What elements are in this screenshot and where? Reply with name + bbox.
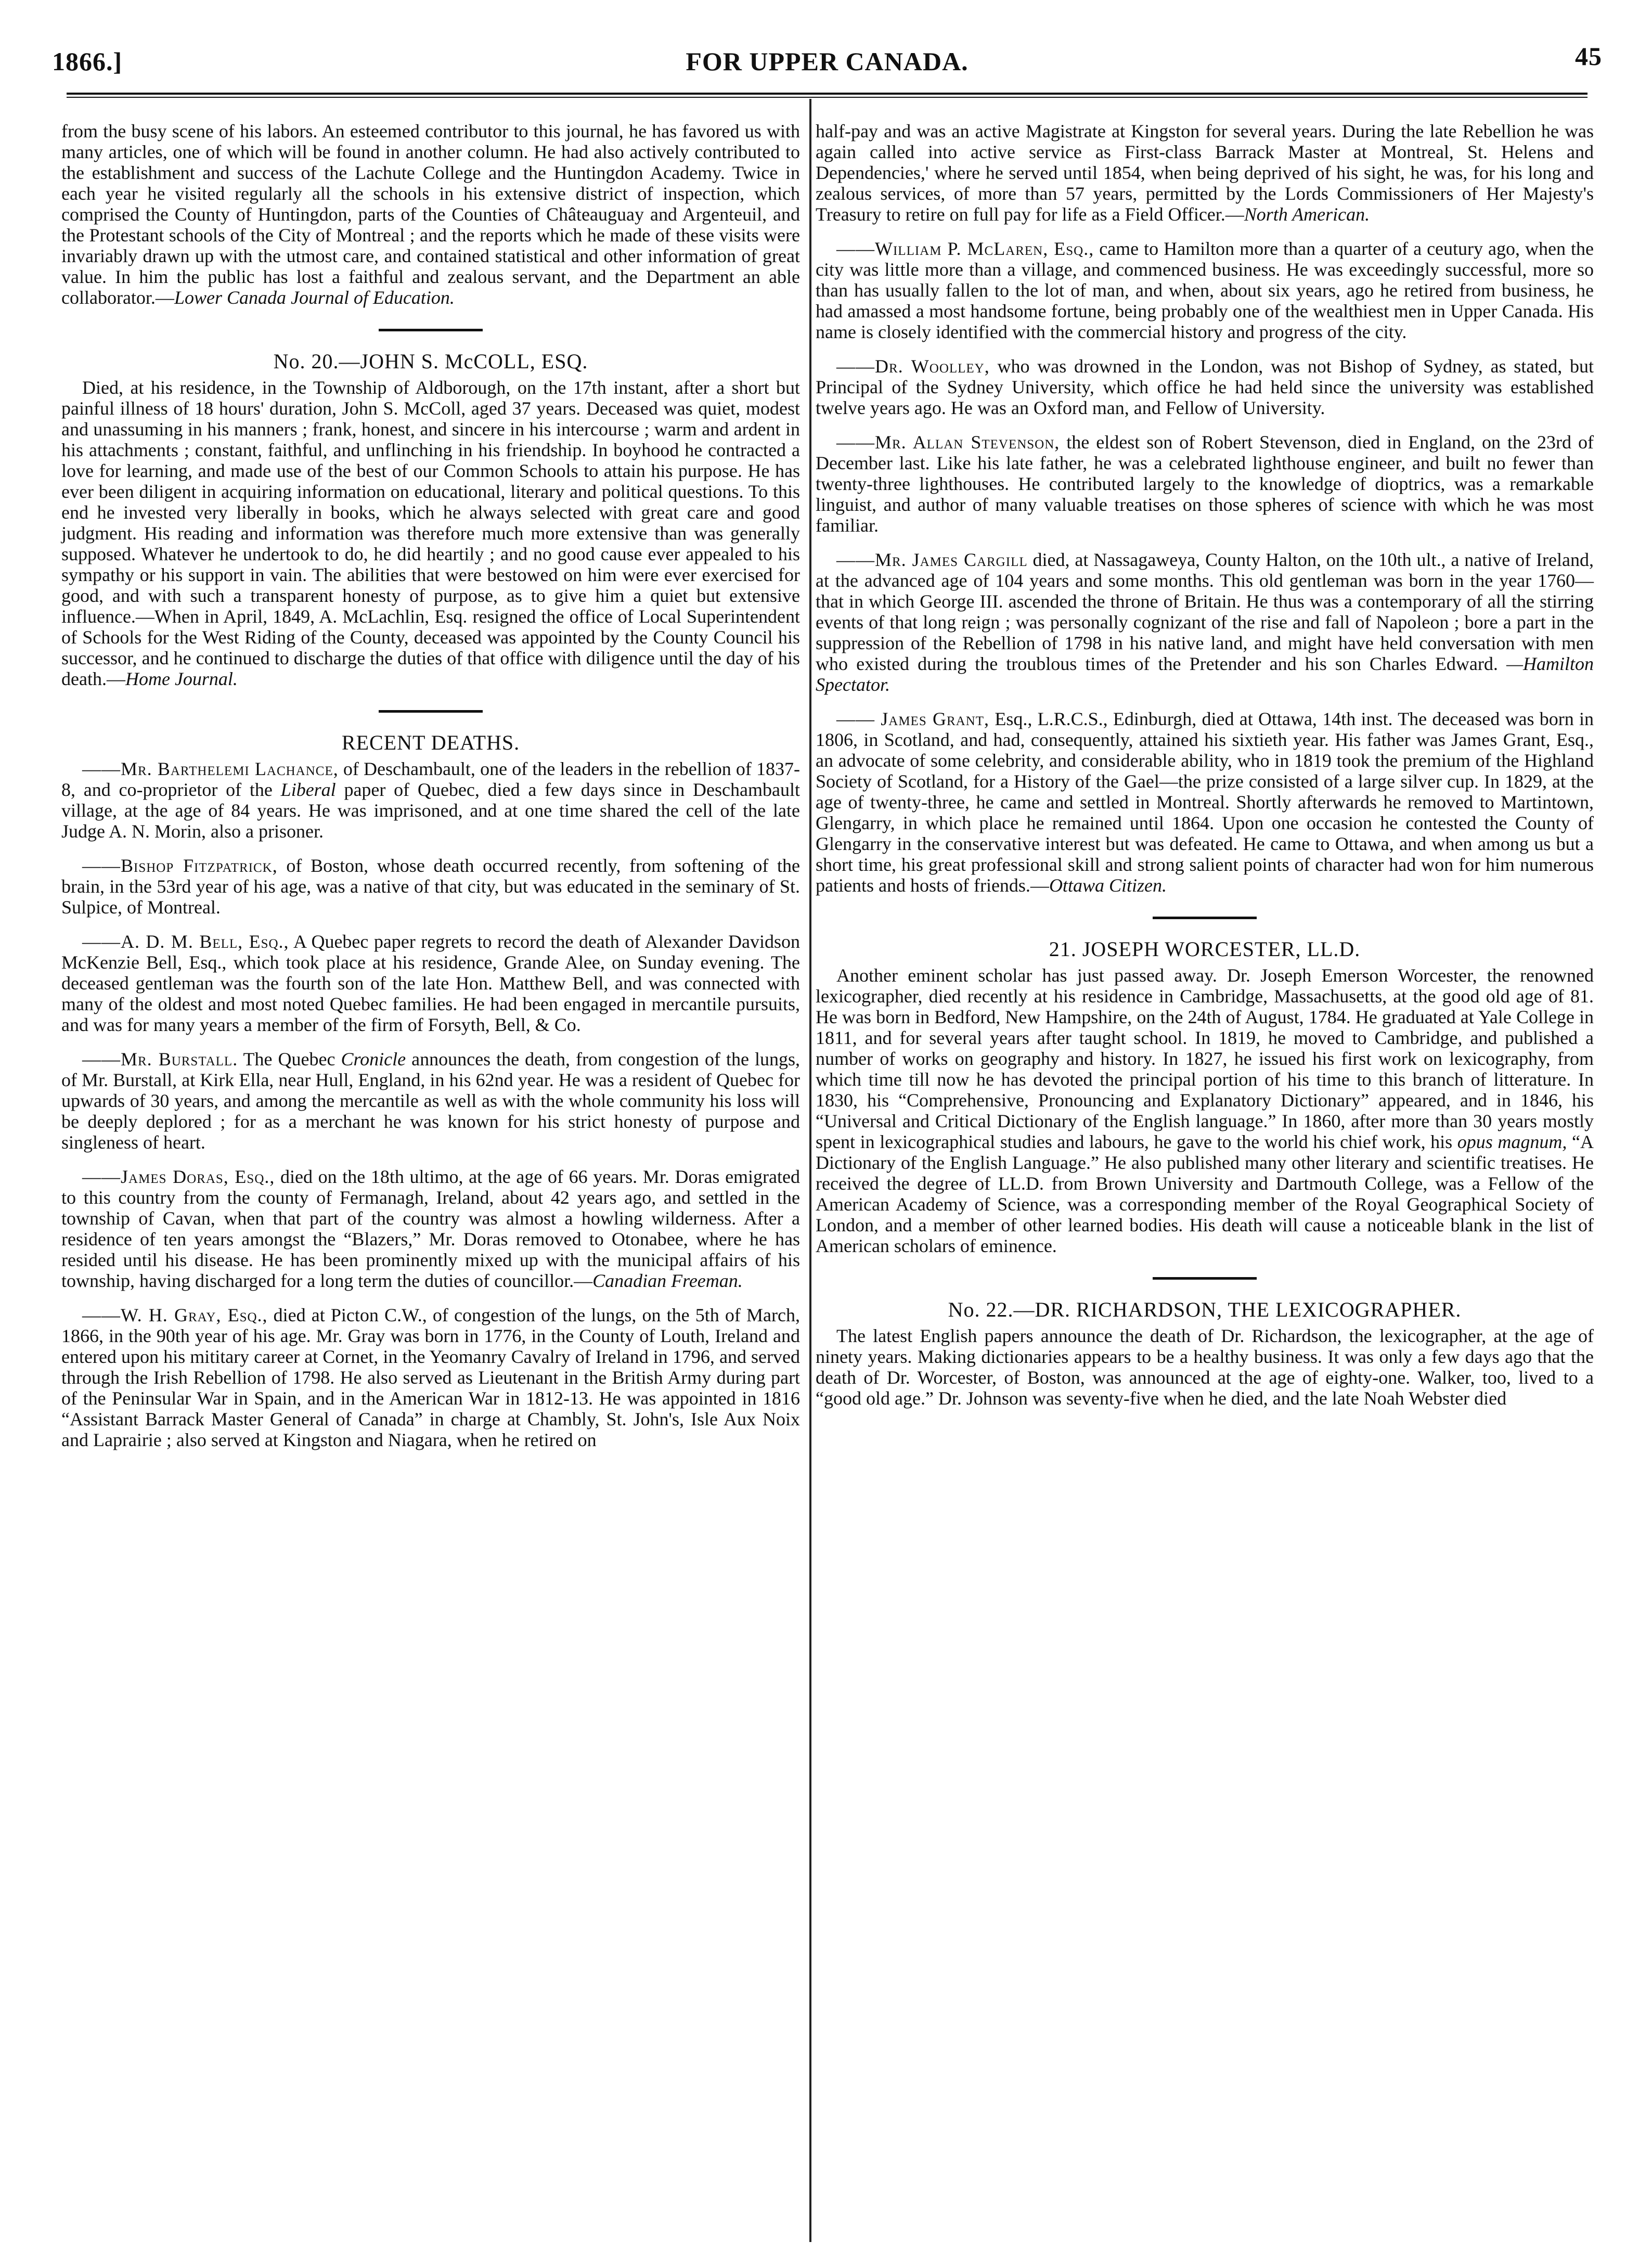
- notice-name: ——Bishop Fitzpatrick,: [82, 855, 278, 876]
- notice-name: ——James Doras, Esq.,: [82, 1166, 275, 1187]
- running-head: [52, 41, 1602, 78]
- notice-text: of Deschambault, one of the leaders in the rebellion of 1837-8, and co-proprietor of the: [61, 758, 800, 800]
- death-notice-fitzpatrick: [61, 855, 800, 918]
- article-source: Ottawa Citizen.: [1049, 875, 1167, 896]
- notice-text: of Boston, whose death occurred recently, from softening of the brain, in the 53rd year of his age, was a native of that city, but was educated in the seminary of St. Sulpice, of Montreal.: [61, 855, 800, 918]
- notice-text: died at Picton C.W., of congestion of the lungs, on the 5th of March, 1866, in the 90th year of his age. Mr. Gray was born in 1776, in the County of Louth, Ireland and entered upon his mititary career at Cornet, in the Yeomanry Cavalry of Ireland in 1796, and served through the Irish Rebellion of 1798. He also served as Lieutenant in the British Army during part of the Peninsular War in Spain, and in the American War in 1812-13. He was appointed in 1816 “Assistant Barrack Master General of Canada” in charge at Chambly, St. John's, Isle Aux Noix and Laprairie ; also served at Kingston and Niagara, when he retired on: [61, 1305, 801, 1450]
- article-source: Canadian Freeman.: [592, 1270, 743, 1291]
- death-notice-lachance: [61, 758, 800, 842]
- recent-deaths-heading: RECENT DEATHS.: [341, 731, 520, 754]
- death-notice-woolley: [816, 356, 1594, 418]
- article-text: from the busy scene of his labors. An esteemed contributor to this journal, he has favored us with many articles, one of which will be found in another column. He had also actively contributed to the establishment and success of the Lachute College and the Huntingdon Academy. Twice in each year he visited regularly all the schools in his extensive district of inspection, which comprised the County of Huntingdon, parts of the Counties of Châteauguay and Argenteuil, and the Protestant schools of the City of Montreal ; and the reports which he made of these visits were invariably drawn up with the utmost care, and contained statistical and other information of great value. In him the public has lost a faithful and zealous servant, and the Department an able collaborator.—: [61, 121, 800, 308]
- section-rule: [379, 710, 483, 713]
- running-year: 1866.]: [52, 47, 123, 76]
- page-number: 45: [1575, 42, 1602, 71]
- death-notice-gray-continued: [816, 121, 1594, 225]
- article-text: “A Dictionary of the English Language.” He also published many other literary and scientific treatises. He received the degree of LL.D. from Brown University and Dartmouth College, was a Fellow of the American Academy of Science, was a corresponding member of the Royal Geographical Society of London, and a member of other learned bodies. His death will cause a noticeable blank in the list of American scholars of eminence.: [816, 1131, 1594, 1256]
- left-column: [61, 121, 800, 1450]
- continued-article: [61, 121, 800, 308]
- article-text: Another eminent scholar has just passed away. Dr. Joseph Emerson Worcester, the renowned lexicographer, died recently at his residence in Cambridge, Massachusetts, at the good old age of 81. He was born in Bedford, New Hampshire, on the 24th of August, 1784. He graduated at Yale College in 1811, and for several years after taught school. In 1819, he moved to Cambridge, and published a number of works on geography and history. In 1827, he issued his first work on lexicography, from which time till now he has devoted the principal portion of his time to this branch of litterature. In 1830, his “Comprehensive, Pronouncing and Explanatory Dictionary” appeared, and in 1846, his “Universal and Critical Dictionary of the English language.” In 1860, after more than 30 years mostly spent in lexicographical studies and labours, he gave to the world his chief work, his: [816, 965, 1594, 1152]
- article-source: Home Journal.: [125, 668, 238, 689]
- notice-text: A Quebec paper regrets to record the death of Alexander Davidson McKenzie Bell, Esq., which took place at his residence, Grande Alee, on Sunday evening. The deceased gentleman was the fourth son of the late Hon. Matthew Bell, and was connected with many of the oldest and most noted Quebec families. He had been engaged in mercantile pursuits, and was for many years a member of the firm of Forsyth, Bell, & Co.: [61, 931, 801, 1035]
- column-divider: [809, 99, 811, 2242]
- notice-text: who was drowned in the London, was not Bishop of Sydney, as stated, but Principal of the Sydney University, which office he had held since the university was established twelve years ago. He was an Oxford man, and Fellow of University.: [816, 356, 1594, 418]
- obituary-heading: No. 22.—DR. RICHARDSON, THE LEXICOGRAPHER.: [948, 1298, 1462, 1321]
- obituary-richardson: [816, 1325, 1594, 1409]
- notice-name: —— James Grant,: [836, 709, 990, 729]
- notice-name: ——Mr. James Cargill: [836, 549, 1028, 570]
- notice-text: the eldest son of Robert Stevenson, died in England, on the 23rd of December last. Like his late father, he was a celebrated lighthouse engineer, and built no fewer than twenty-three lighthouses. He contributed largely to the knowledge of dioptrics, was a remarkable linguist, and author of many valuable treatises on those spheres of science with which he was most familiar.: [816, 432, 1594, 536]
- notice-name: ——William P. McLaren, Esq.,: [836, 238, 1094, 259]
- obituary-worcester: [816, 965, 1594, 1256]
- notice-text: died on the 18th ultimo, at the age of 66 years. Mr. Doras emigrated to this country from the county of Fermanagh, Ireland, about 42 years ago, and settled in the township of Cavan, when that part of the country was almost a howling wilderness. After a residence of ten years amongst the “Blazers,” Mr. Doras removed to Otonabee, where he has resided until his disease. He has been prominently mixed up with the municipal affairs of his township, having discharged for a long term the duties of councillor.—: [61, 1166, 800, 1291]
- obituary-heading: 21. JOSEPH WORCESTER, LL.D.: [1049, 937, 1361, 961]
- obituary-mccoll: [61, 377, 800, 689]
- obituary-heading: No. 20.—JOHN S. McCOLL, ESQ.: [273, 350, 588, 373]
- notice-name: ——Dr. Woolley,: [836, 356, 990, 377]
- notice-text: came to Hamilton more than a quarter of a ceutury ago, when the city was little more than a village, and commenced business. He was exceedingly successful, more so than has usually fallen to the lot of man, and when, about six years, ago he retired from business, he had amassed a most handsome fortune, being probably one of the wealthiest men in Upper Canada. His name is closely identified with the commercial history and progress of the city.: [816, 238, 1594, 342]
- article-source: Lower Canada Journal of Education.: [174, 287, 455, 308]
- death-notice-cargill: [816, 549, 1594, 695]
- emphasis-text: opus magnum,: [1457, 1131, 1567, 1152]
- header-rule-thin: [67, 97, 1588, 98]
- running-title: FOR UPPER CANADA.: [686, 47, 969, 76]
- death-notice-stevenson: [816, 432, 1594, 536]
- notice-text: half-pay and was an active Magistrate at Kingston for several years. During the late Rebellion he was again called into active service as First-class Barrack Master at Montreal, St. Helens and Dependencies,' where he served until 1854, when being deprived of his sight, he was, for his long and zealous services, of more than 57 years, permitted by the Lords Commissioners of Her Majesty's Treasury to retire on full pay for life as a Field Officer.—: [816, 121, 1594, 225]
- article-text: The latest English papers announce the death of Dr. Richardson, the lexicographer, at the age of ninety years. Making dictionaries appears to be a healthy business. It was only a few days ago that the death of Dr. Worcester, of Boston, was announced at the age of eighty-one. Walker, too, lived to a “good old age.” Dr. Johnson was seventy-five when he died, and the late Noah Webster died: [816, 1325, 1594, 1409]
- notice-text: announces the death, from congestion of the lungs, of Mr. Burstall, at Kirk Ella, near Hull, England, in his 62nd year. He was a resident of Quebec for upwards of 30 years, and among the mercantile as well as with the whole community his loss will be deeply deplored ; for as a merchant he was known for his strict honesty of purpose and singleness of heart.: [61, 1049, 800, 1153]
- notice-text: The Quebec: [238, 1049, 341, 1070]
- notice-name: ——Mr. Allan Stevenson,: [836, 432, 1060, 453]
- death-notice-gray: [61, 1305, 800, 1450]
- death-notice-grant: [816, 709, 1594, 896]
- newspaper-name: Cronicle: [341, 1049, 406, 1070]
- death-notice-burstall: [61, 1049, 800, 1153]
- right-column: [816, 121, 1594, 1409]
- notice-text: paper of Quebec, died a few days since in Deschambault village, at the age of 84 years. He was imprisoned, and at one time shared the cell of the late Judge A. N. Morin, also a prisoner.: [61, 779, 800, 842]
- death-notice-bell: [61, 931, 800, 1035]
- section-rule: [379, 329, 483, 331]
- notice-name: ——Mr. Burstall.: [82, 1049, 238, 1070]
- death-notice-doras: [61, 1166, 800, 1291]
- notice-name: ——W. H. Gray, Esq.,: [82, 1305, 268, 1325]
- newspaper-name: Liberal: [280, 779, 336, 800]
- section-rule: [1153, 1277, 1257, 1280]
- notice-text: Esq., L.R.C.S., Edinburgh, died at Ottawa, 14th inst. The deceased was born in 1806, in Scotland, and had, consequently, attained his sixtieth year. His father was James Grant, Esq., an advocate of some celebrity, and considerable ability, who in 1819 took the premium of the Highland Society of Scotland, for a History of the Gael—the prize consisted of a large silver cup. In 1829, at the age of twenty-three, he came and settled in Montreal. Shortly afterwards he removed to Martintown, Glengarry, in which place he remained until 1864. Upon one occasion he contested the County of Glengarry in the conservative interest but was defeated. He came to Ottawa, and when among us but a short time, his great professional skill and strong salient points of character had won for him numerous patients and hosts of friends.—: [816, 709, 1594, 896]
- death-notice-mclaren: [816, 238, 1594, 342]
- article-text: Died, at his residence, in the Township of Aldborough, on the 17th instant, after a short but painful illness of 18 hours' duration, John S. McColl, aged 37 years. Deceased was quiet, modest and unassuming in his manners ; frank, honest, and sincere in his intercourse ; warm and ardent in his attachments ; constant, faithful, and unflinching in his friendship. In boyhood he contracted a love for learning, and made use of the best of our Common Schools to attain his purpose. He has ever been diligent in acquiring information on educational, literary and political questions. To this end he invested very liberally in books, which he always selected with great care and good judgment. His reading and information was therefore much more extensive than was generally supposed. Whatever he undertook to do, he did heartily ; and no good cause ever appealed to his sympathy or his support in vain. The abilities that were bestowed on him were ever exercised for good, and with such a transparent honesty of purpose, as to give him a quiet but extensive influence.—When in April, 1849, A. McLachlin, Esq. resigned the office of Local Superintendent of Schools for the West Riding of the County, deceased was appointed by the County Council his successor, and he continued to discharge the duties of that office with diligence until the day of his death.—: [61, 377, 800, 689]
- header-rule: [67, 93, 1588, 95]
- article-source: —Hamilton Spectator.: [816, 653, 1594, 695]
- notice-name: ——Mr. Barthelemi Lachance,: [82, 758, 339, 779]
- notice-text: died, at Nassagaweya, County Halton, on the 10th ult., a native of Ireland, at the advanced age of 104 years and some months. This old gentleman was born in the year 1760—that in which George III. ascended the throne of Britain. He thus was a contemporary of all the stirring events of that long reign ; was personally cognizant of the rise and fall of Napoleon ; bore a part in the suppression of the Rebellion of 1798 in his native land, and might have held conversation with men who existed during the troublous times of the Pretender and his son Charles Edward.: [816, 549, 1594, 674]
- notice-name: ——A. D. M. Bell, Esq.,: [82, 931, 289, 952]
- article-source: North American.: [1244, 204, 1370, 225]
- section-rule: [1153, 917, 1257, 919]
